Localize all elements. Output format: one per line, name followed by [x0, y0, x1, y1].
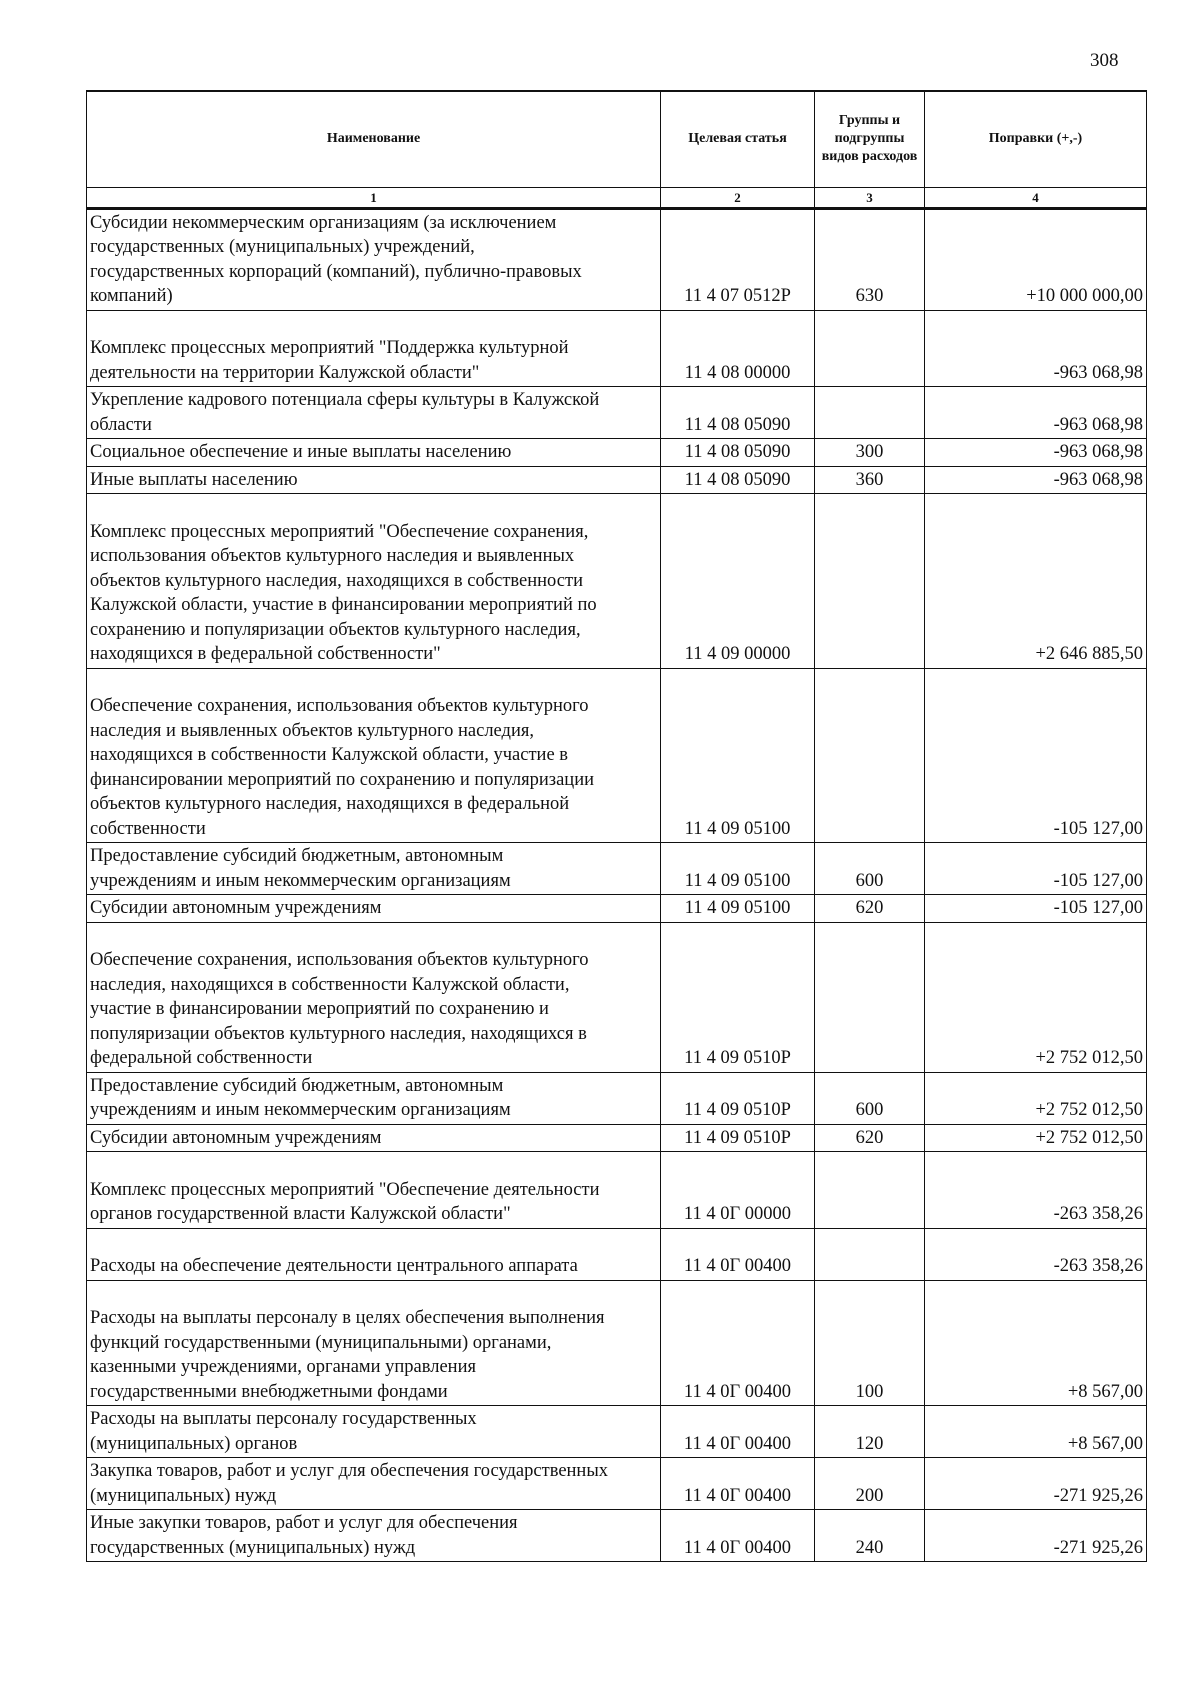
row-expense-group: 120 — [815, 1406, 925, 1458]
row-name-line: Обеспечение сохранения, использования объектов культурного — [90, 696, 589, 716]
row-name-line: Иные выплаты населению — [90, 469, 298, 490]
row-name — [87, 843, 661, 895]
row-name-line: области — [90, 414, 152, 435]
row-name — [87, 387, 661, 439]
row-name — [87, 1458, 661, 1510]
row-expense-group — [815, 922, 925, 1072]
row-name — [87, 1406, 661, 1458]
row-name — [87, 922, 661, 1072]
table-row — [87, 895, 1147, 923]
page-number: 308 — [1090, 50, 1119, 71]
row-name-line: наследия и выявленных объектов культурного наследия, — [90, 720, 534, 741]
row-target-article: 11 4 0Г 00400 — [661, 1280, 815, 1406]
row-target-article: 11 4 08 05090 — [661, 466, 815, 494]
row-name-line: Иные закупки товаров, работ и услуг для обеспечения — [90, 1513, 518, 1533]
row-expense-group: 630 — [815, 208, 925, 310]
table-row — [87, 1280, 1147, 1406]
row-amendment-amount: -105 127,00 — [925, 843, 1147, 895]
row-target-article: 11 4 0Г 00400 — [661, 1406, 815, 1458]
row-amendment-amount: -963 068,98 — [925, 439, 1147, 467]
row-name — [87, 439, 661, 467]
row-target-article: 11 4 07 0512Р — [661, 208, 815, 310]
row-expense-group: 620 — [815, 1124, 925, 1152]
table-header-row — [87, 91, 1147, 187]
table-row — [87, 1406, 1147, 1458]
row-name-line: Комплекс процессных мероприятий "Поддержка культурной — [90, 338, 569, 358]
row-amendment-amount: -263 358,26 — [925, 1152, 1147, 1229]
row-target-article: 11 4 0Г 00000 — [661, 1152, 815, 1229]
row-name-line: федеральной собственности — [90, 1048, 313, 1068]
table-row — [87, 310, 1147, 387]
column-number-4: 4 — [925, 187, 1147, 208]
row-name — [87, 1152, 661, 1229]
row-name — [87, 1072, 661, 1124]
row-amendment-amount: -963 068,98 — [925, 387, 1147, 439]
row-target-article: 11 4 09 05100 — [661, 668, 815, 843]
row-name — [87, 310, 661, 387]
row-name-line: Комплекс процессных мероприятий "Обеспечение сохранения, — [90, 521, 589, 542]
row-amendment-amount: +10 000 000,00 — [925, 208, 1147, 310]
row-name-line: (муниципальных) нужд — [90, 1485, 277, 1506]
row-name-line — [90, 1153, 657, 1178]
row-name-line — [90, 1230, 657, 1255]
row-amendment-amount: +8 567,00 — [925, 1406, 1147, 1458]
row-target-article: 11 4 09 0510Р — [661, 1072, 815, 1124]
row-expense-group — [815, 387, 925, 439]
table-row — [87, 1510, 1147, 1562]
row-name-line: государственных (муниципальных) учреждений, — [90, 237, 475, 257]
row-name-line — [90, 924, 657, 949]
row-name-line: Субсидии автономным учреждениям — [90, 898, 382, 918]
row-target-article: 11 4 08 05090 — [661, 387, 815, 439]
row-name-line: государственных корпораций (компаний), публично-правовых — [90, 261, 582, 282]
row-expense-group — [815, 1152, 925, 1229]
header-amendments: Поправки (+,-) — [925, 91, 1147, 187]
row-expense-group — [815, 494, 925, 669]
row-name — [87, 1124, 661, 1152]
row-target-article: 11 4 09 0510Р — [661, 922, 815, 1072]
row-expense-group — [815, 668, 925, 843]
row-name-line: Субсидии автономным учреждениям — [90, 1127, 382, 1148]
table-row — [87, 1152, 1147, 1229]
row-target-article: 11 4 08 05090 — [661, 439, 815, 467]
row-name-line: Социальное обеспечение и иные выплаты населению — [90, 442, 512, 462]
row-name-line: объектов культурного наследия, находящихся в федеральной — [90, 794, 570, 814]
table-row — [87, 1072, 1147, 1124]
header-expense-groups: Группы и подгруппы видов расходов — [815, 91, 925, 187]
row-name-line: Расходы на выплаты персоналу в целях обеспечения выполнения — [90, 1308, 605, 1328]
row-target-article: 11 4 0Г 00400 — [661, 1458, 815, 1510]
table-row — [87, 439, 1147, 467]
row-name-line: Расходы на обеспечение деятельности центрального аппарата — [90, 1256, 578, 1276]
row-name-line: Обеспечение сохранения, использования объектов культурного — [90, 950, 589, 970]
row-expense-group: 240 — [815, 1510, 925, 1562]
row-name-line — [90, 312, 657, 337]
row-amendment-amount: -963 068,98 — [925, 310, 1147, 387]
header-name: Наименование — [87, 91, 661, 187]
row-amendment-amount: +2 646 885,50 — [925, 494, 1147, 669]
row-name-line: Укрепление кадрового потенциала сферы культуры в Калужской — [90, 390, 600, 410]
row-name-line: Субсидии некоммерческим организациям (за исключением — [90, 212, 557, 233]
row-expense-group: 600 — [815, 1072, 925, 1124]
budget-amendments-table — [86, 90, 1147, 1562]
row-name — [87, 1228, 661, 1280]
row-name-line: (муниципальных) органов — [90, 1433, 298, 1454]
table-row — [87, 843, 1147, 895]
row-name-line: финансировании мероприятий по сохранению и популяризации — [90, 769, 594, 790]
row-target-article: 11 4 0Г 00400 — [661, 1510, 815, 1562]
row-name-line: казенными учреждениями, органами управления — [90, 1357, 476, 1377]
row-name-line: государственных (муниципальных) нужд — [90, 1537, 416, 1558]
row-target-article: 11 4 09 05100 — [661, 843, 815, 895]
row-name-line: объектов культурного наследия, находящихся в собственности — [90, 570, 583, 591]
row-target-article: 11 4 09 05100 — [661, 895, 815, 923]
row-name-line: находящихся в собственности Калужской области, участие в — [90, 745, 569, 765]
row-name-line — [90, 495, 657, 520]
row-expense-group: 200 — [815, 1458, 925, 1510]
row-amendment-amount: +2 752 012,50 — [925, 1072, 1147, 1124]
row-name — [87, 895, 661, 923]
row-name-line — [90, 670, 657, 695]
row-name-line: собственности — [90, 818, 206, 839]
table-row — [87, 387, 1147, 439]
row-name — [87, 1510, 661, 1562]
row-target-article: 11 4 08 00000 — [661, 310, 815, 387]
row-name-line: наследия, находящихся в собственности Калужской области, — [90, 974, 570, 995]
row-amendment-amount: -271 925,26 — [925, 1510, 1147, 1562]
row-name-line: сохранению и популяризации объектов культурного наследия, — [90, 619, 581, 640]
row-expense-group: 360 — [815, 466, 925, 494]
row-amendment-amount: +2 752 012,50 — [925, 922, 1147, 1072]
row-target-article: 11 4 09 00000 — [661, 494, 815, 669]
row-name-line: Предоставление субсидий бюджетным, автономным — [90, 846, 504, 866]
row-name — [87, 668, 661, 843]
row-name-line: Предоставление субсидий бюджетным, автономным — [90, 1075, 504, 1096]
row-name-line: компаний) — [90, 286, 173, 306]
column-number-2: 2 — [661, 187, 815, 208]
row-name — [87, 208, 661, 310]
row-name-line: деятельности на территории Калужской области" — [90, 362, 480, 383]
row-expense-group — [815, 1228, 925, 1280]
table-row — [87, 1124, 1147, 1152]
row-expense-group: 100 — [815, 1280, 925, 1406]
row-amendment-amount: -963 068,98 — [925, 466, 1147, 494]
table-body — [87, 208, 1147, 1562]
row-amendment-amount: -105 127,00 — [925, 895, 1147, 923]
row-name — [87, 1280, 661, 1406]
row-name-line: учреждениям и иным некоммерческим организациям — [90, 870, 511, 891]
row-amendment-amount: -105 127,00 — [925, 668, 1147, 843]
row-name-line: учреждениям и иным некоммерческим организациям — [90, 1100, 511, 1120]
row-amendment-amount: +8 567,00 — [925, 1280, 1147, 1406]
row-expense-group — [815, 310, 925, 387]
table-row — [87, 668, 1147, 843]
table-row — [87, 922, 1147, 1072]
table-row — [87, 1228, 1147, 1280]
column-number-3: 3 — [815, 187, 925, 208]
row-name-line: государственными внебюджетными фондами — [90, 1381, 448, 1402]
row-name-line — [90, 1282, 657, 1307]
header-target-article: Целевая статья — [661, 91, 815, 187]
row-name-line: Калужской области, участие в финансировании мероприятий по — [90, 595, 597, 615]
row-name-line: Закупка товаров, работ и услуг для обеспечения государственных — [90, 1461, 609, 1481]
table-row — [87, 494, 1147, 669]
row-name — [87, 466, 661, 494]
row-expense-group: 300 — [815, 439, 925, 467]
row-name-line: использования объектов культурного наследия и выявленных — [90, 546, 575, 566]
row-expense-group: 620 — [815, 895, 925, 923]
row-name-line: функций государственными (муниципальными) органами, — [90, 1332, 552, 1353]
table-column-numbers-row — [87, 187, 1147, 208]
table-row — [87, 1458, 1147, 1510]
row-name-line: находящихся в федеральной собственности" — [90, 644, 441, 664]
row-name-line: органов государственной власти Калужской области" — [90, 1204, 511, 1224]
table-row — [87, 208, 1147, 310]
row-expense-group: 600 — [815, 843, 925, 895]
row-name-line: популяризации объектов культурного наследия, находящихся в — [90, 1023, 587, 1044]
row-target-article: 11 4 09 0510Р — [661, 1124, 815, 1152]
column-number-1: 1 — [87, 187, 661, 208]
row-name-line: участие в финансировании мероприятий по сохранению и — [90, 999, 549, 1019]
row-name — [87, 494, 661, 669]
row-amendment-amount: -271 925,26 — [925, 1458, 1147, 1510]
row-amendment-amount: -263 358,26 — [925, 1228, 1147, 1280]
row-name-line: Комплекс процессных мероприятий "Обеспечение деятельности — [90, 1179, 600, 1200]
row-name-line: Расходы на выплаты персоналу государственных — [90, 1409, 477, 1429]
row-amendment-amount: +2 752 012,50 — [925, 1124, 1147, 1152]
table-row — [87, 466, 1147, 494]
row-target-article: 11 4 0Г 00400 — [661, 1228, 815, 1280]
